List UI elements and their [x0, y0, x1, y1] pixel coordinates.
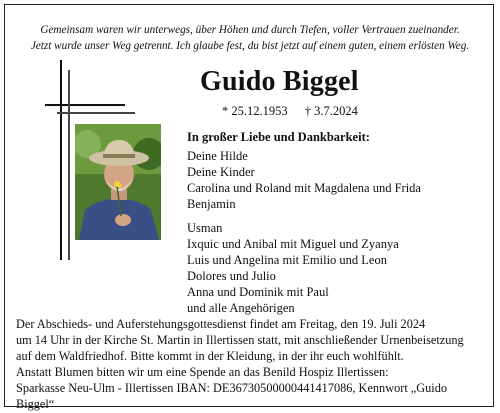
mourners-intro: In großer Liebe und Dankbarkeit:: [187, 130, 370, 144]
mourners-list: [187, 148, 421, 316]
motto-line-1: Gemeinsam waren wir unterwegs, über Höhen und durch Tiefen, voller Vertrauen zueinander.: [40, 24, 460, 36]
notice-line: Sparkasse Neu-Ulm - Illertissen IBAN: DE36730500000441417086, Kennwort „Guido Biggel“: [16, 381, 448, 411]
mourner-line: Luis und Angelina mit Emilio und Leon: [187, 253, 387, 267]
mourner-line: Deine Hilde: [187, 149, 248, 163]
birth-date: * 25.12.1953: [222, 104, 288, 118]
notice-line: Anstatt Blumen bitten wir um eine Spende an das Benild Hospiz Illertissen:: [16, 365, 389, 379]
notice-line: um 14 Uhr in der Kirche St. Martin in Illertissen statt, mit anschließender Urnenbeisetzung: [16, 333, 464, 347]
notice-line: auf dem Waldfriedhof. Bitte kommt in der Kleidung, in der ihr euch wohlfühlt.: [16, 349, 404, 363]
mourner-line: Usman: [187, 221, 223, 235]
portrait-photo: [75, 124, 161, 240]
life-dates: [222, 104, 372, 119]
death-date: † 3.7.2024: [304, 104, 358, 118]
motto-line-2: Jetzt wurde unser Weg getrennt. Ich glaube fest, du bist jetzt auf einem guten, einem erlösten Weg.: [30, 40, 470, 52]
deceased-name: Guido Biggel: [200, 66, 359, 97]
mourner-line: und alle Angehörigen: [187, 301, 295, 315]
mourner-line: Dolores und Julio: [187, 269, 276, 283]
service-notice: [16, 316, 488, 412]
notice-line: Der Abschieds- und Auferstehungsgottesdienst findet am Freitag, den 19. Juli 2024: [16, 317, 426, 331]
mourner-line: Anna und Dominik mit Paul: [187, 285, 329, 299]
mourner-line: Benjamin: [187, 197, 236, 211]
mourner-line: Ixquic und Anibal mit Miguel und Zyanya: [187, 237, 399, 251]
mourner-line: Deine Kinder: [187, 165, 255, 179]
mourner-line: Carolina und Roland mit Magdalena und Frida: [187, 181, 421, 195]
